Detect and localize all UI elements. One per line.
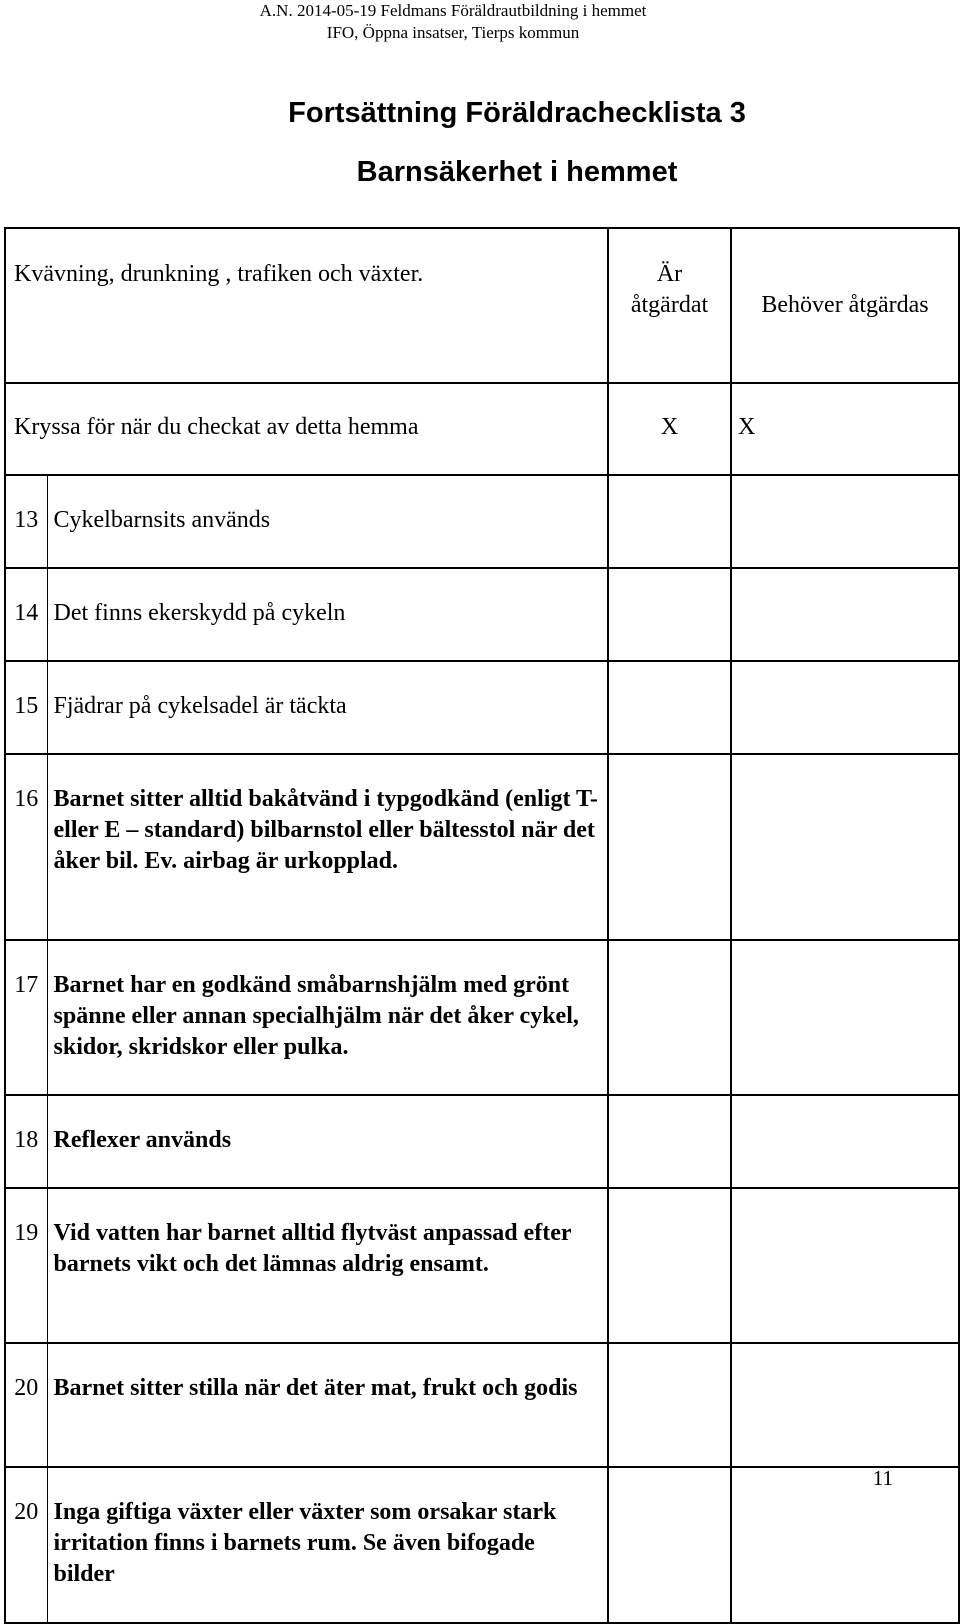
section-heading: Kvävning, drunkning , trafiken och växter.	[5, 228, 608, 383]
page-number: 11	[872, 1466, 893, 1490]
page-subtitle: Barnsäkerhet i hemmet	[356, 156, 678, 188]
item-number: 16	[5, 754, 47, 940]
item-text: Det finns ekerskydd på cykeln	[47, 568, 608, 661]
item-number: 19	[5, 1188, 47, 1343]
checkbox-needs[interactable]	[731, 661, 959, 754]
item-number: 14	[5, 568, 47, 661]
checkbox-done[interactable]	[608, 475, 731, 568]
checkbox-done[interactable]	[608, 568, 731, 661]
column-header-done	[608, 228, 731, 383]
mark-done-example: X	[608, 383, 731, 475]
item-text: Barnet sitter stilla när det äter mat, frukt och godis	[47, 1343, 608, 1467]
checkbox-needs[interactable]	[731, 1467, 959, 1623]
column-header-done-line2: åtgärdat	[630, 292, 709, 318]
checkbox-done[interactable]	[608, 661, 731, 754]
instruction-row	[5, 383, 959, 475]
checkbox-done[interactable]	[608, 754, 731, 940]
item-number: 17	[5, 940, 47, 1095]
checkbox-done[interactable]	[608, 940, 731, 1095]
checkbox-needs[interactable]	[731, 475, 959, 568]
checkbox-done[interactable]	[608, 1188, 731, 1343]
checkbox-needs[interactable]	[731, 754, 959, 940]
checkbox-needs[interactable]	[731, 940, 959, 1095]
table-row	[5, 754, 959, 940]
checkbox-needs[interactable]	[731, 1343, 959, 1467]
table-row	[5, 1188, 959, 1343]
item-number: 15	[5, 661, 47, 754]
item-number: 20	[5, 1467, 47, 1623]
mark-needs-example: X	[731, 383, 959, 475]
item-text: Fjädrar på cykelsadel är täckta	[47, 661, 608, 754]
table-row	[5, 568, 959, 661]
checkbox-needs[interactable]	[731, 1188, 959, 1343]
table-row	[5, 1095, 959, 1188]
checkbox-done[interactable]	[608, 1095, 731, 1188]
item-number: 18	[5, 1095, 47, 1188]
item-number: 13	[5, 475, 47, 568]
table-row	[5, 1467, 959, 1623]
item-text: Cykelbarnsits används	[47, 475, 608, 568]
document-header-line-1: A.N. 2014-05-19 Feldmans Föräldrautbildning i hemmet	[259, 1, 647, 20]
column-header-needs: Behöver åtgärdas	[731, 228, 959, 383]
item-text: Barnet har en godkänd småbarnshjälm med grönt spänne eller annan specialhjälm när det åker cykel, skidor, skridskor eller pulka.	[47, 940, 608, 1095]
checkbox-needs[interactable]	[731, 1095, 959, 1188]
checkbox-needs[interactable]	[731, 568, 959, 661]
column-header-done-line1: Är	[656, 261, 683, 287]
table-header-row	[5, 228, 959, 383]
page-title: Fortsättning Föräldrachecklista 3	[288, 97, 746, 129]
document-header-line-2: IFO, Öppna insatser, Tierps kommun	[326, 23, 580, 42]
item-text: Reflexer används	[47, 1095, 608, 1188]
table-row	[5, 1343, 959, 1467]
item-number: 20	[5, 1343, 47, 1467]
checklist-table	[4, 227, 960, 1624]
checkbox-done[interactable]	[608, 1343, 731, 1467]
item-text: Vid vatten har barnet alltid flytväst anpassad efter barnets vikt och det lämnas aldrig ensamt.	[47, 1188, 608, 1343]
item-text: Barnet sitter alltid bakåtvänd i typgodkänd (enligt T- eller E – standard) bilbarnstol eller bältesstol när det åker bil. Ev. airbag är urkopplad.	[47, 754, 608, 940]
table-row	[5, 661, 959, 754]
table-row	[5, 475, 959, 568]
instruction-text: Kryssa för när du checkat av detta hemma	[5, 383, 608, 475]
checkbox-done[interactable]	[608, 1467, 731, 1623]
item-text: Inga giftiga växter eller växter som orsakar stark irritation finns i barnets rum. Se även bifogade bilder	[47, 1467, 608, 1623]
table-row	[5, 940, 959, 1095]
